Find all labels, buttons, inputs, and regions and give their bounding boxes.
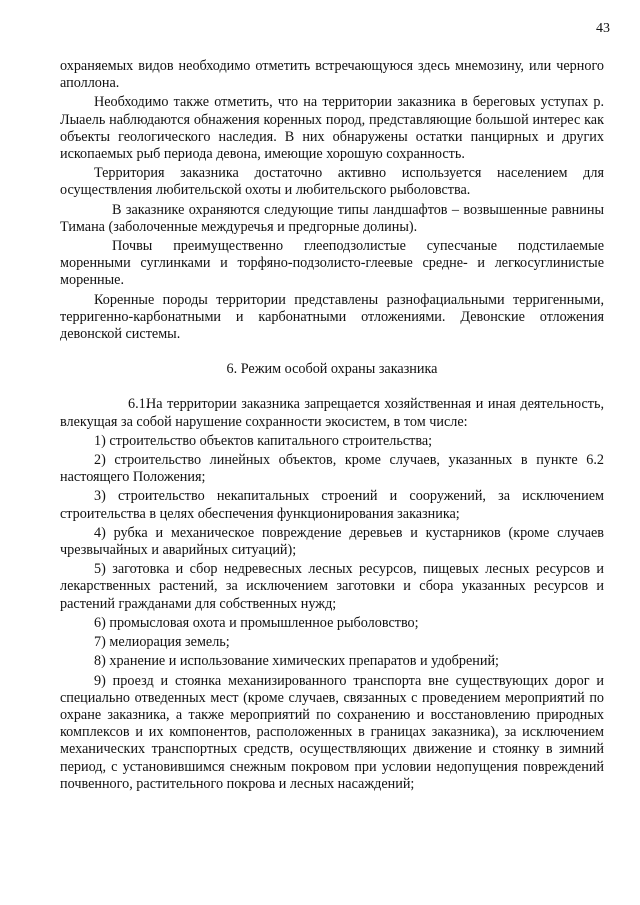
page-number: 43 <box>596 21 610 36</box>
clause-paragraph <box>60 396 604 430</box>
document-body <box>60 58 604 793</box>
paragraph: Коренные породы территории представлены разнофациальными терригенными, терригенно-карбонатными и карбонатными отложениями. Девонские отложения девонской системы. <box>60 291 604 343</box>
paragraph: Необходимо также отметить, что на территории заказника в береговых уступах р. Лыаель наблюдаются обнажения коренных пород, представляющие большой интерес как объекты геологического наследия. В них обнаружены остатки панцирных и других ископаемых рыб периода девона, имеющие хорошую сохранность. <box>60 94 604 163</box>
list-item: 6) промысловая охота и промышленное рыболовство; <box>94 614 419 631</box>
paragraph: Почвы преимущественно глееподзолистые супесчаные подстилаемые моренными суглинками и торфяно-подзолисто-глеевые средне- и легкосуглинистые моренные. <box>60 238 604 289</box>
list-item: 3) строительство некапитальных строений и сооружений, за исключением строительства в целях обеспечения функционирования заказника; <box>60 488 604 522</box>
clause-number: 6.1. <box>128 396 150 413</box>
list-item: 2) строительство линейных объектов, кроме случаев, указанных в пункте 6.2 настоящего Положения; <box>60 452 604 486</box>
list-item: 8) хранение и использование химических препаратов и удобрений; <box>94 653 499 670</box>
paragraph: В заказнике охраняются следующие типы ландшафтов – возвышенные равнины Тимана (заболоченные междуречья и предгорные долины). <box>60 201 604 235</box>
list-item: 9) проезд и стоянка механизированного транспорта вне существующих дорог и специально отведенных мест (кроме случаев, связанных с проведением мероприятий по охране заказника, а также мероприятий по сохранению и восстановлению природных комплексов и их компонентов, расположенных в границах заказника), за исключением механических транспортных средств, осуществляющих движение и стоянку в зимний период, с установившимся снежным покровом при условии недопущения повреждений почвенного, растительного покрова и лесных насаждений; <box>60 672 604 792</box>
paragraph: Территория заказника достаточно активно используется населением для осуществления любительской охоты и любительского рыболовства. <box>60 165 604 199</box>
clause-text: На территории заказника запрещается хозяйственная и иная деятельность, влекущая за собой нарушение сохранности экосистем, в том числе: <box>60 396 604 430</box>
paragraph: охраняемых видов необходимо отметить встречающуюся здесь мнемозину, или черного аполлона. <box>60 58 604 92</box>
list-item: 7) мелиорация земель; <box>94 634 230 651</box>
section-title: 6. Режим особой охраны заказника <box>226 361 438 378</box>
list-item: 4) рубка и механическое повреждение деревьев и кустарников (кроме случаев чрезвычайных и аварийных ситуаций); <box>60 524 604 559</box>
list-item: 5) заготовка и сбор недревесных лесных ресурсов, пищевых лесных ресурсов и лекарственных растений, за исключением заготовки и сбора указанных ресурсов и растений гражданами для собственных нужд; <box>60 561 604 612</box>
list-item: 1) строительство объектов капитального строительства; <box>94 432 433 449</box>
